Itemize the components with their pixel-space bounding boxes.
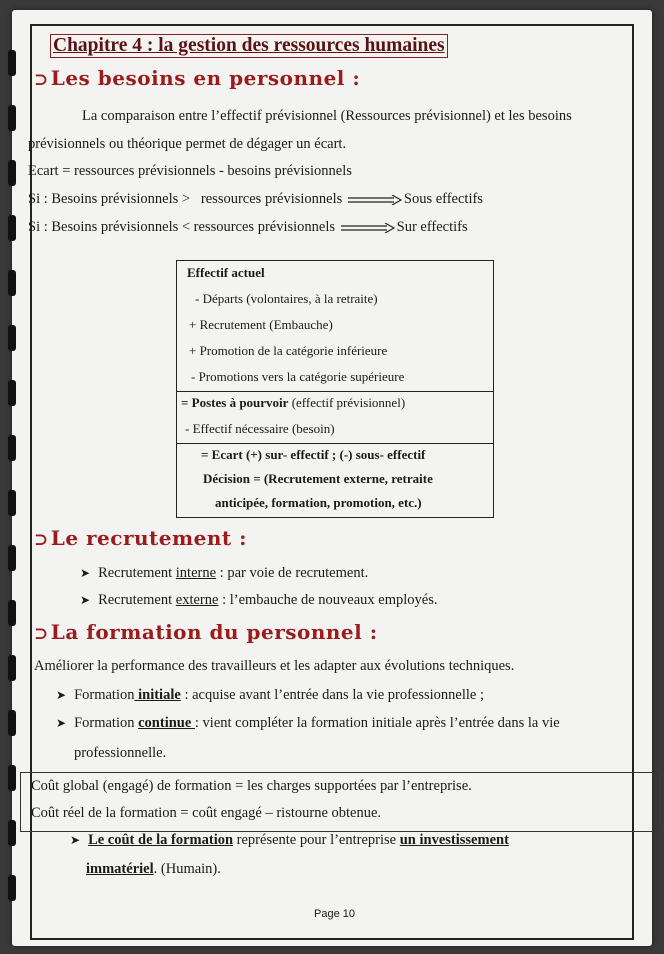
double-arrow-icon [348, 195, 402, 205]
chapter-title: Chapitre 4 : la gestion des ressources humaines [50, 34, 448, 58]
table-row: anticipée, formation, promotion, etc.) [215, 495, 422, 510]
double-arrow-icon [341, 223, 395, 233]
arrow-bullet-icon: ➤ [56, 688, 67, 702]
page-number: Page 10 [314, 908, 355, 920]
cost-line: Coût global (engagé) de formation = les charges supportées par l’entreprise. [31, 778, 472, 794]
section-heading-formation: ⊃ La formation du personnel : [34, 620, 378, 644]
arrow-bullet-icon: ➤ [80, 566, 91, 580]
list-item: ➤ Le coût de la formation représente pour l’entreprise un investissement [70, 832, 509, 848]
table-row: - Effectif nécessaire (besoin) [185, 421, 335, 436]
list-item: ➤ Formation continue : vient compléter la formation initiale après l’entrée dans la vie [56, 715, 560, 731]
paragraph-line: professionnelle. [74, 745, 167, 761]
table-row: = Ecart (+) sur- effectif ; (-) sous- effectif [201, 447, 426, 462]
paragraph-line: immatériel. (Humain). [86, 861, 221, 877]
arrow-bullet-icon: ➤ [80, 593, 91, 607]
arrow-bullet-icon: ➤ [70, 833, 81, 847]
table-row: + Recrutement (Embauche) [189, 317, 333, 332]
list-item: ➤ Recrutement interne : par voie de recrutement. [80, 565, 369, 581]
table-row: - Départs (volontaires, à la retraite) [195, 291, 378, 306]
paragraph-line: prévisionnels ou théorique permet de dégager un écart. [28, 136, 347, 152]
workforce-table [176, 260, 494, 518]
section-heading-besoins: ⊃ Les besoins en personnel : [34, 66, 361, 90]
table-row: = Postes à pourvoir (effectif prévisionnel) [181, 395, 406, 410]
list-item: ➤ Recrutement externe : l’embauche de nouveaux employés. [80, 592, 438, 608]
table-row: + Promotion de la catégorie inférieure [189, 343, 388, 358]
ecart-formula: Ecart = ressources prévisionnels - besoins prévisionnels [28, 163, 352, 179]
section-heading-recrutement: ⊃ Le recrutement : [34, 526, 247, 550]
document-page [12, 10, 652, 946]
table-row: Décision = (Recrutement externe, retraite [203, 471, 433, 486]
paragraph-line: La comparaison entre l’effectif prévisionnel (Ressources prévisionnel) et les besoins [82, 108, 572, 124]
table-row: - Promotions vers la catégorie supérieure [191, 369, 405, 384]
paragraph-line: Améliorer la performance des travailleurs et les adapter aux évolutions techniques. [34, 658, 515, 674]
list-item: ➤ Formation initiale : acquise avant l’entrée dans la vie professionnelle ; [56, 687, 484, 703]
condition-line-1: Si : Besoins prévisionnels > ressources prévisionnels Sous effectifs [28, 191, 483, 207]
table-row: Effectif actuel [187, 265, 265, 280]
cost-line: Coût réel de la formation = coût engagé – ristourne obtenue. [31, 805, 382, 821]
arrow-bullet-icon: ➤ [56, 716, 67, 730]
cost-box [20, 772, 658, 832]
condition-line-2: Si : Besoins prévisionnels < ressources prévisionnels Sur effectifs [28, 219, 468, 235]
